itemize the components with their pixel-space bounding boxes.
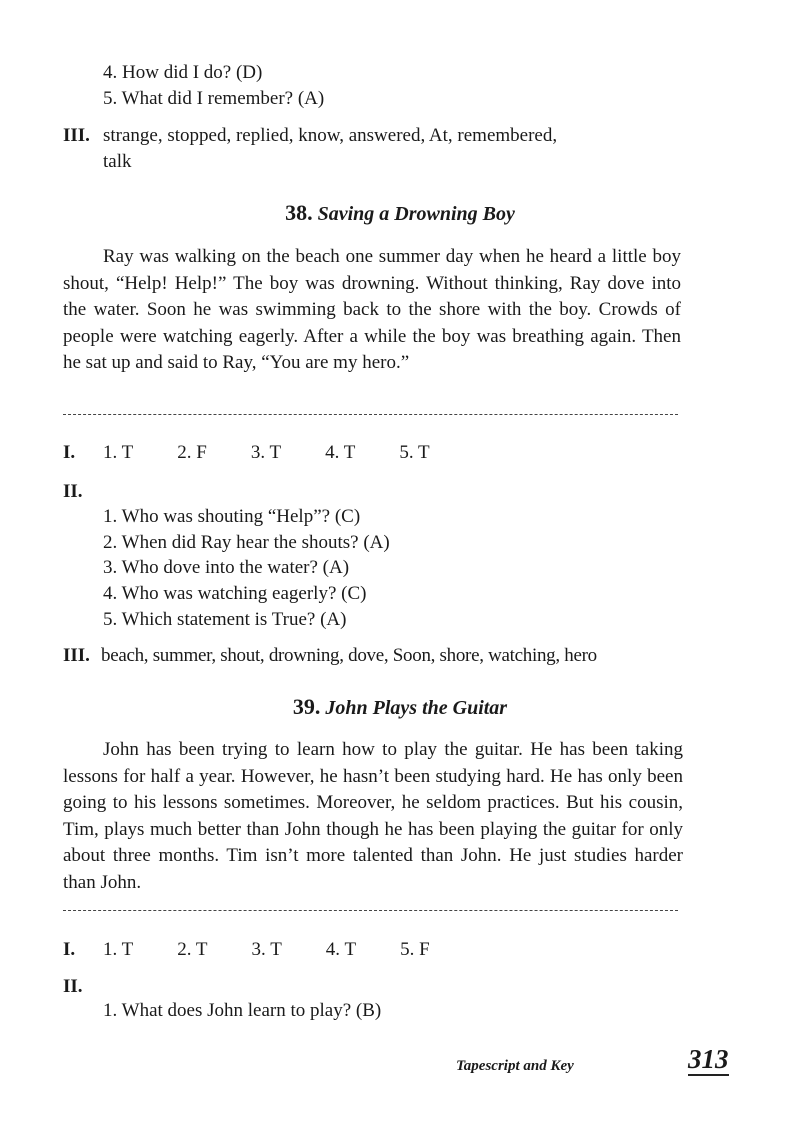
tf-answer: 5. F — [400, 939, 430, 960]
tf-answer: 4. T — [325, 939, 357, 960]
answer-item: 3. Who dove into the water? (A) — [103, 557, 350, 578]
vocab-list-line-1: strange, stopped, replied, know, answered, At, remembered, — [103, 125, 558, 146]
section-39-paragraph: John has been trying to learn how to play the guitar. He has been taking lessons for half a year. However, he hasn’t been studying hard. He has only been going to his lessons sometimes. Moreover, he seldom practices. But his cousin, Tim, plays much better than John though he has been playing the guitar for only about three months. Tim isn’t more talented than John. He just studies harder than John. — [63, 739, 683, 893]
section-38-title: Saving a Drowning Boy — [317, 203, 515, 225]
tf-answer: 3. T — [251, 939, 282, 960]
answer-item-4: 4. How did I do? (D) — [103, 62, 263, 83]
footer-running-title: Tapescript and Key — [456, 1058, 574, 1074]
divider — [63, 414, 678, 415]
tf-answer: 4. T — [325, 442, 356, 463]
section-38-i-label: I. — [63, 442, 76, 463]
section-38-i-answers — [103, 440, 474, 466]
section-iii-label: III. — [63, 125, 90, 146]
answer-item: 5. Which statement is True? (A) — [103, 609, 347, 630]
tf-answer: 2. F — [177, 442, 207, 463]
answer-item: 4. Who was watching eagerly? (C) — [103, 583, 367, 604]
tf-answer: 3. T — [250, 442, 282, 463]
section-38-number: 38. — [285, 200, 313, 225]
answer-item: 1. What does John learn to play? (B) — [103, 1000, 382, 1021]
answer-item-5: 5. What did I remember? (A) — [103, 88, 325, 109]
page-number: 313 — [688, 1044, 729, 1074]
section-39-i-label: I. — [63, 939, 76, 960]
tf-answer: 5. T — [399, 442, 430, 463]
answer-item: 2. When did Ray hear the shouts? (A) — [103, 532, 390, 553]
divider — [63, 910, 678, 911]
section-39-ii-label: II. — [63, 976, 83, 997]
section-39-number: 39. — [292, 694, 321, 719]
section-38-vocab-list: beach, summer, shout, drowning, dove, Soon, shore, watching, hero — [101, 645, 597, 666]
tf-answer: 2. T — [177, 939, 208, 960]
section-38-heading — [0, 200, 800, 226]
answer-item: 1. Who was shouting “Help”? (C) — [103, 506, 361, 527]
section-39-heading — [0, 694, 800, 720]
section-38-paragraph: Ray was walking on the beach one summer day when he heard a little boy shout, “Help! Help!” The boy was drowning. Without thinking, Ray dove into the water. Soon he was swimming back to the shore with the boy. Crowds of people were watching eagerly. After a while the boy was breathing again. Then he sat up and said to Ray, “You are my hero.” — [63, 246, 681, 374]
tf-answer: 1. T — [103, 442, 134, 463]
tf-answer: 1. T — [103, 939, 134, 960]
vocab-list-line-2: talk — [103, 151, 132, 172]
section-38-ii-label: II. — [63, 481, 83, 502]
section-39-title: John Plays the Guitar — [325, 697, 508, 719]
section-38-iii-label: III. — [63, 645, 90, 666]
section-39-i-answers — [103, 937, 474, 963]
